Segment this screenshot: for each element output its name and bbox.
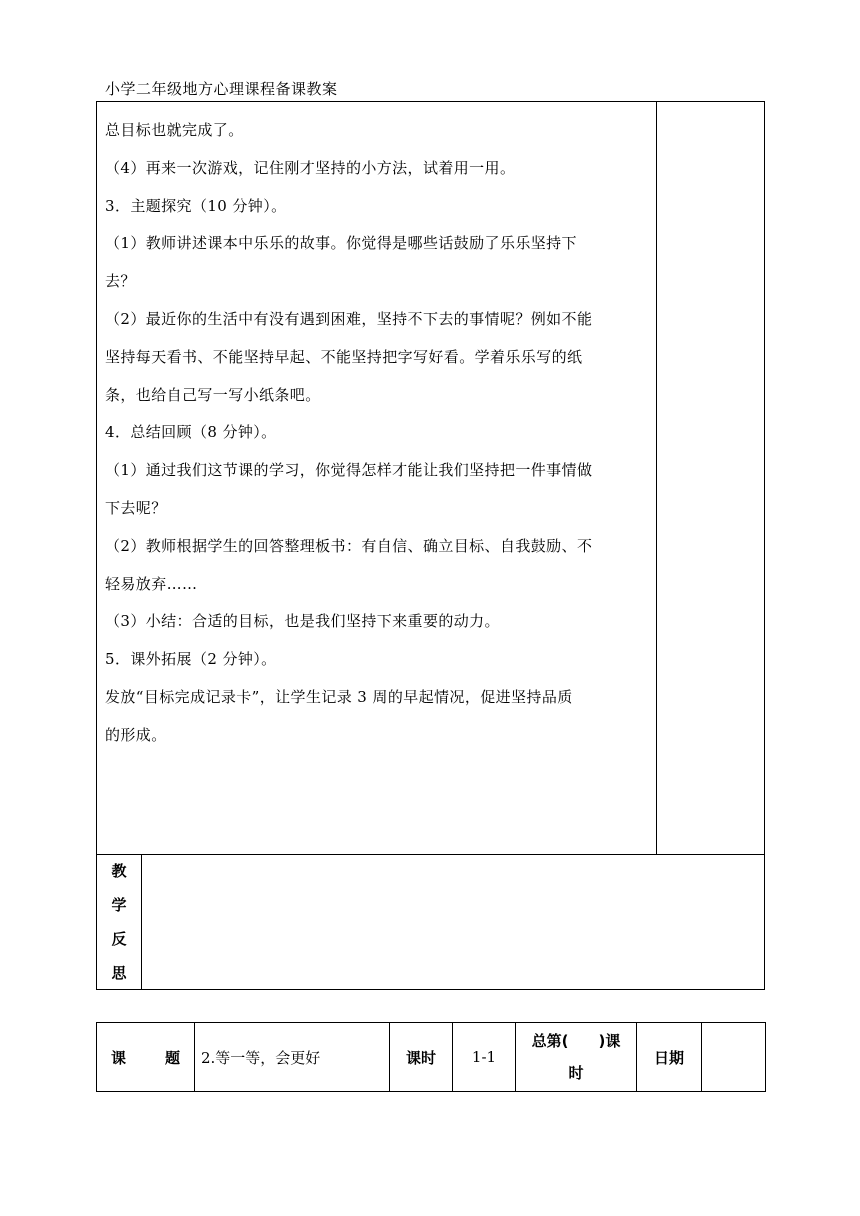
reflection-label-char: 思 xyxy=(111,964,127,982)
notes-column xyxy=(657,102,765,854)
topic-label-cell xyxy=(97,1023,195,1092)
reflection-label-char: 学 xyxy=(111,896,127,914)
topic-value: 2.等一等，会更好 xyxy=(195,1023,390,1092)
content-line: 总目标也就完成了。 xyxy=(105,121,244,139)
content-line: 去？ xyxy=(105,272,136,291)
content-line: （1）教师讲述课本中乐乐的故事。你觉得是哪些话鼓励了乐乐坚持下 xyxy=(105,234,577,253)
lesson-info-row xyxy=(97,1023,766,1092)
page-header-title: 小学二年级地方心理课程备课教案 xyxy=(105,80,338,98)
content-line: 条，也给自己写一写小纸条吧。 xyxy=(105,385,321,404)
content-line: 的形成。 xyxy=(105,725,167,744)
content-line: 发放“目标完成记录卡”，让学生记录 3 周的早起情况，促进坚持品质 xyxy=(105,687,573,706)
content-line: （3）小结：合适的目标，也是我们坚持下来重要的动力。 xyxy=(105,612,500,631)
content-line: 5．课外拓展（2 分钟）。 xyxy=(105,650,277,669)
reflection-label-char: 反 xyxy=(111,930,127,948)
teaching-reflection-row xyxy=(97,854,764,989)
topic-label-char: 课 xyxy=(111,1048,127,1067)
content-line: 4．总结回顾（8 分钟）。 xyxy=(105,423,277,442)
content-line: （4）再来一次游戏，记住刚才坚持的小方法，试着用一用。 xyxy=(105,158,516,177)
date-label: 日期 xyxy=(637,1023,702,1092)
lesson-info-table xyxy=(96,1022,766,1092)
period-label: 课时 xyxy=(390,1023,453,1092)
reflection-label-char: 教 xyxy=(111,862,127,880)
teaching-reflection-label xyxy=(97,855,142,989)
period-value: 1-1 xyxy=(453,1023,516,1092)
content-line: 下去呢？ xyxy=(105,498,167,517)
content-line: 坚持每天看书、不能坚持早起、不能坚持把字写好看。学着乐乐写的纸 xyxy=(105,347,583,366)
topic-label-char: 题 xyxy=(164,1048,180,1067)
total-period-line: 总第( )课 xyxy=(531,1032,621,1050)
content-line: （2）最近你的生活中有没有遇到困难，坚持不下去的事情呢？例如不能 xyxy=(105,309,593,328)
content-line: 轻易放弃…… xyxy=(105,574,198,593)
content-line: （2）教师根据学生的回答整理板书：有自信、确立目标、自我鼓励、不 xyxy=(105,536,593,555)
total-period-line: 时 xyxy=(568,1064,584,1082)
content-line: 3．主题探究（10 分钟）。 xyxy=(105,196,287,215)
teaching-reflection-field[interactable] xyxy=(142,855,764,989)
lesson-plan-box xyxy=(96,102,765,990)
date-value-field[interactable] xyxy=(702,1023,766,1092)
content-column xyxy=(97,102,657,854)
total-period-cell xyxy=(516,1023,637,1092)
content-line: （1）通过我们这节课的学习，你觉得怎样才能让我们坚持把一件事情做 xyxy=(105,461,593,480)
